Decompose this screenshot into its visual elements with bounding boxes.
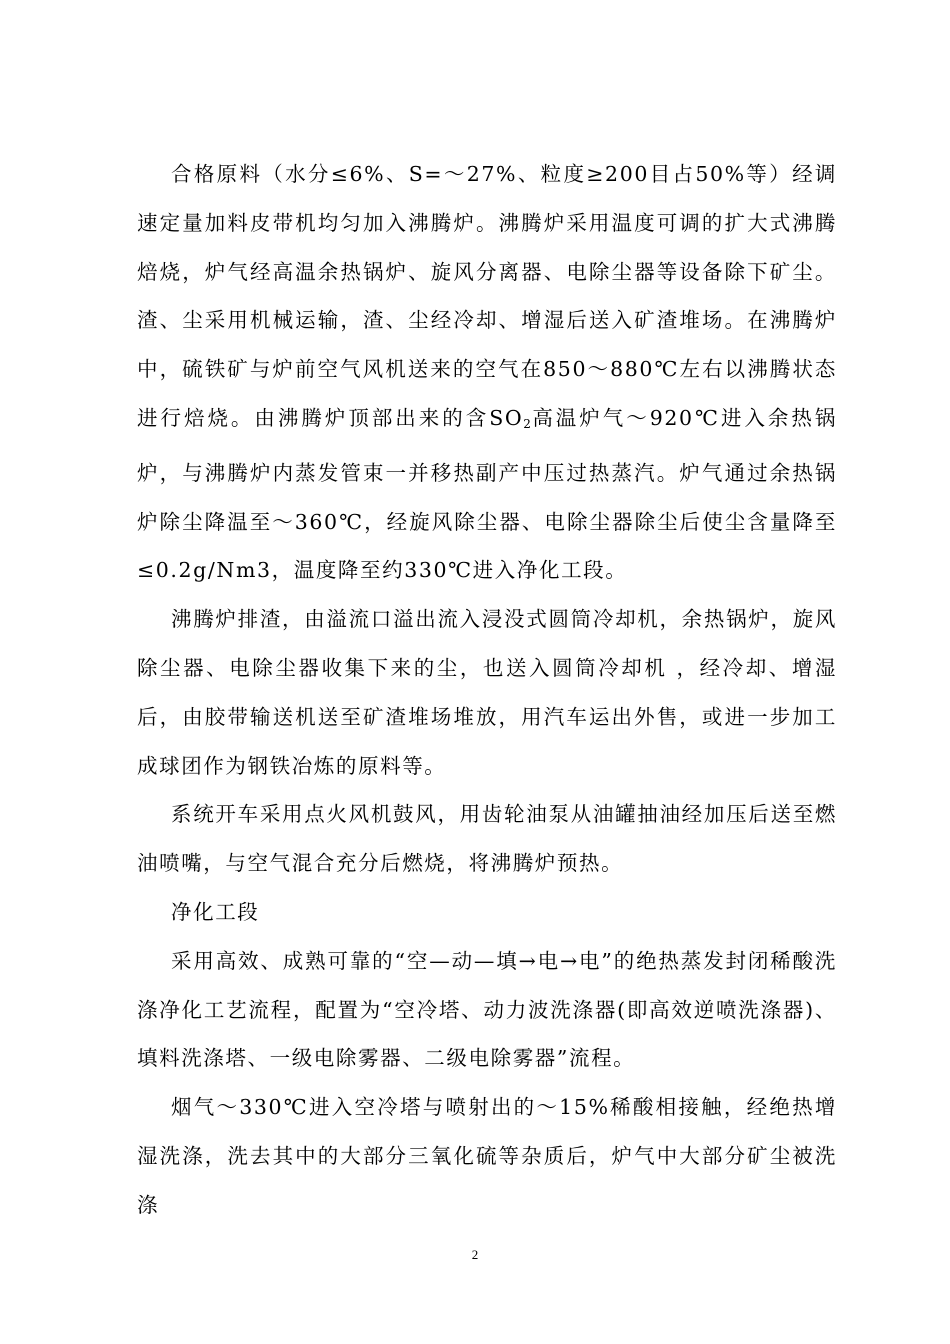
- page-number: 2: [471, 1247, 479, 1262]
- paragraph-slag-discharge: 沸腾炉排渣，由溢流口溢出流入浸没式圆筒冷却机，余热锅炉，旋风除尘器、电除尘器收集下来的尘，也送入圆筒冷却机 ，经冷却、增湿后，由胶带输送机送至矿渣堆场堆放，用汽车运出外售，或进一步加工成球团作为钢铁冶炼的原料等。: [137, 607, 837, 778]
- paragraph-startup: 系统开车采用点火风机鼓风，用齿轮油泵从油罐抽油经加压后送至燃油喷嘴，与空气混合充分后燃烧，将沸腾炉预热。: [137, 802, 837, 876]
- paragraph-purification-flow: 采用高效、成熟可靠的“空—动—填→电→电”的绝热蒸发封闭稀酸洗涤净化工艺流程，配置为“空冷塔、动力波洗涤器(即高效逆喷洗涤器)、填料洗涤塔、一级电除雾器、二级电除雾器”流程。: [137, 948, 837, 1071]
- section-heading-purification: 净化工段: [171, 899, 260, 924]
- paragraph-roasting-process: [137, 150, 837, 595]
- subscript-2: 2: [523, 416, 531, 431]
- document-body: [137, 150, 837, 1230]
- paragraph-text: 高温炉气～920℃进入余热锅炉，与沸腾炉内蒸发管束一并移热副产中压过热蒸汽。炉气通过余热锅炉除尘降温至～360℃，经旋风除尘器、电除尘器除尘后使尘含量降至≤0.2g/Nm3，温度降至约330℃进入净化工段。: [137, 405, 837, 583]
- paragraph-gas-cooling: 烟气～330℃进入空冷塔与喷射出的～15%稀酸相接触，经绝热增湿洗涤，洗去其中的大部分三氧化硫等杂质后，炉气中大部分矿尘被洗涤: [137, 1095, 837, 1217]
- paragraph-text: 合格原料（水分≤6%、S=～27%、粒度≥200目占50%等）经调速定量加料皮带机均匀加入沸腾炉。沸腾炉采用温度可调的扩大式沸腾焙烧，炉气经高温余热锅炉、旋风分离器、电除尘器等设备除下矿尘。渣、尘采用机械运输，渣、尘经冷却、增湿后送入矿渣堆场。在沸腾炉中，硫铁矿与炉前空气风机送来的空气在850～880℃左右以沸腾状态进行焙烧。由沸腾炉顶部出来的含SO: [137, 162, 837, 430]
